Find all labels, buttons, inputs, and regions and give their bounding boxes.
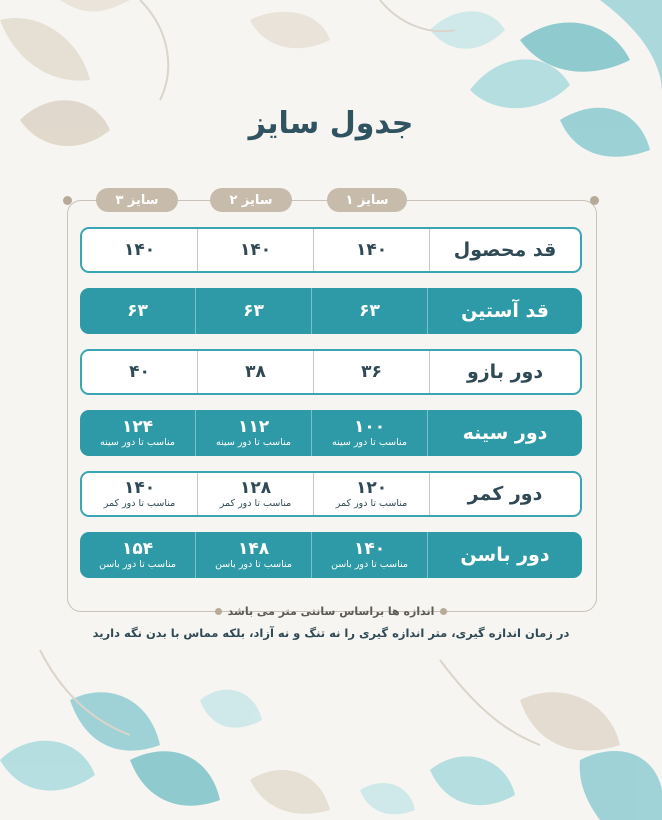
table-row [80, 288, 582, 334]
cell-size-3 [82, 229, 198, 271]
cell-size-2 [198, 229, 314, 271]
column-header-size-1: سایز ۱ [327, 188, 407, 212]
cell-value: ۱۲۴ [121, 416, 154, 437]
cell-subtext: مناسب تا دور سینه [100, 436, 175, 448]
cell-subtext: مناسب تا دور باسن [331, 558, 408, 570]
cell-value: ۱۴۸ [237, 538, 270, 559]
cell-subtext: مناسب تا دور باسن [215, 558, 292, 570]
row-label: قد محصول [453, 239, 557, 261]
row-label: دور باسن [460, 544, 550, 566]
cell-value: ۱۴۰ [123, 477, 156, 498]
cell-size-3 [80, 532, 196, 578]
cell-size-2 [196, 288, 312, 334]
note-text: اندازه ها براساس سانتی متر می باشد [227, 604, 435, 618]
cell-value: ۴۰ [129, 362, 150, 382]
cell-size-1 [312, 288, 428, 334]
cell-value: ۱۵۴ [121, 538, 154, 559]
table-row [80, 349, 582, 395]
row-label: دور بازو [466, 361, 544, 383]
cell-size-2 [196, 410, 312, 456]
cell-subtext: مناسب تا دور سینه [332, 436, 407, 448]
cell-subtext: مناسب تا دور کمر [219, 497, 292, 509]
row-label: قد آستین [461, 300, 549, 322]
cell-value: ۳۶ [361, 362, 382, 382]
cell-size-2 [196, 532, 312, 578]
cell-value: ۱۴۰ [239, 240, 272, 260]
cell-value: ۶۳ [127, 301, 148, 321]
column-header-size-2: سایز ۲ [210, 188, 292, 212]
cell-value: ۱۲۸ [239, 477, 272, 498]
cell-size-3 [80, 410, 196, 456]
cell-value: ۱۴۰ [353, 538, 386, 559]
frame-dot-right [590, 196, 599, 205]
cell-value: ۶۳ [359, 301, 380, 321]
cell-value: ۱۲۰ [355, 477, 388, 498]
cell-value: ۶۳ [243, 301, 264, 321]
cell-size-2 [198, 351, 314, 393]
table-row [80, 532, 582, 578]
row-label: دور سینه [462, 422, 548, 444]
cell-subtext: مناسب تا دور کمر [335, 497, 408, 509]
cell-subtext: مناسب تا دور باسن [99, 558, 176, 570]
cell-subtext: مناسب تا دور سینه [216, 436, 291, 448]
table-row [80, 227, 582, 273]
cell-value: ۱۴۰ [123, 240, 156, 260]
cell-value: ۱۱۲ [237, 416, 270, 437]
page-title: جدول سایز [248, 106, 414, 141]
cell-value: ۱۴۰ [355, 240, 388, 260]
cell-value: ۳۸ [245, 362, 266, 382]
cell-subtext: مناسب تا دور کمر [103, 497, 176, 509]
cell-size-2 [198, 473, 314, 515]
frame-dot-left [63, 196, 72, 205]
note-dot-right [440, 608, 447, 615]
table-row [80, 471, 582, 517]
cell-size-1 [312, 410, 428, 456]
row-label: دور کمر [467, 483, 543, 505]
measurement-note [0, 604, 662, 618]
column-header-size-3: سایز ۳ [96, 188, 178, 212]
cell-size-3 [82, 351, 198, 393]
cell-size-1 [312, 532, 428, 578]
cell-size-1 [314, 473, 430, 515]
cell-size-3 [82, 473, 198, 515]
cell-size-3 [80, 288, 196, 334]
cell-size-1 [314, 229, 430, 271]
measurement-instruction: در زمان اندازه گیری، متر اندازه گیری را نه تنگ و نه آزاد، بلکه مماس با بدن نگه دارید [92, 626, 570, 640]
table-row [80, 410, 582, 456]
note-dot-left [215, 608, 222, 615]
cell-size-1 [314, 351, 430, 393]
cell-value: ۱۰۰ [353, 416, 386, 437]
